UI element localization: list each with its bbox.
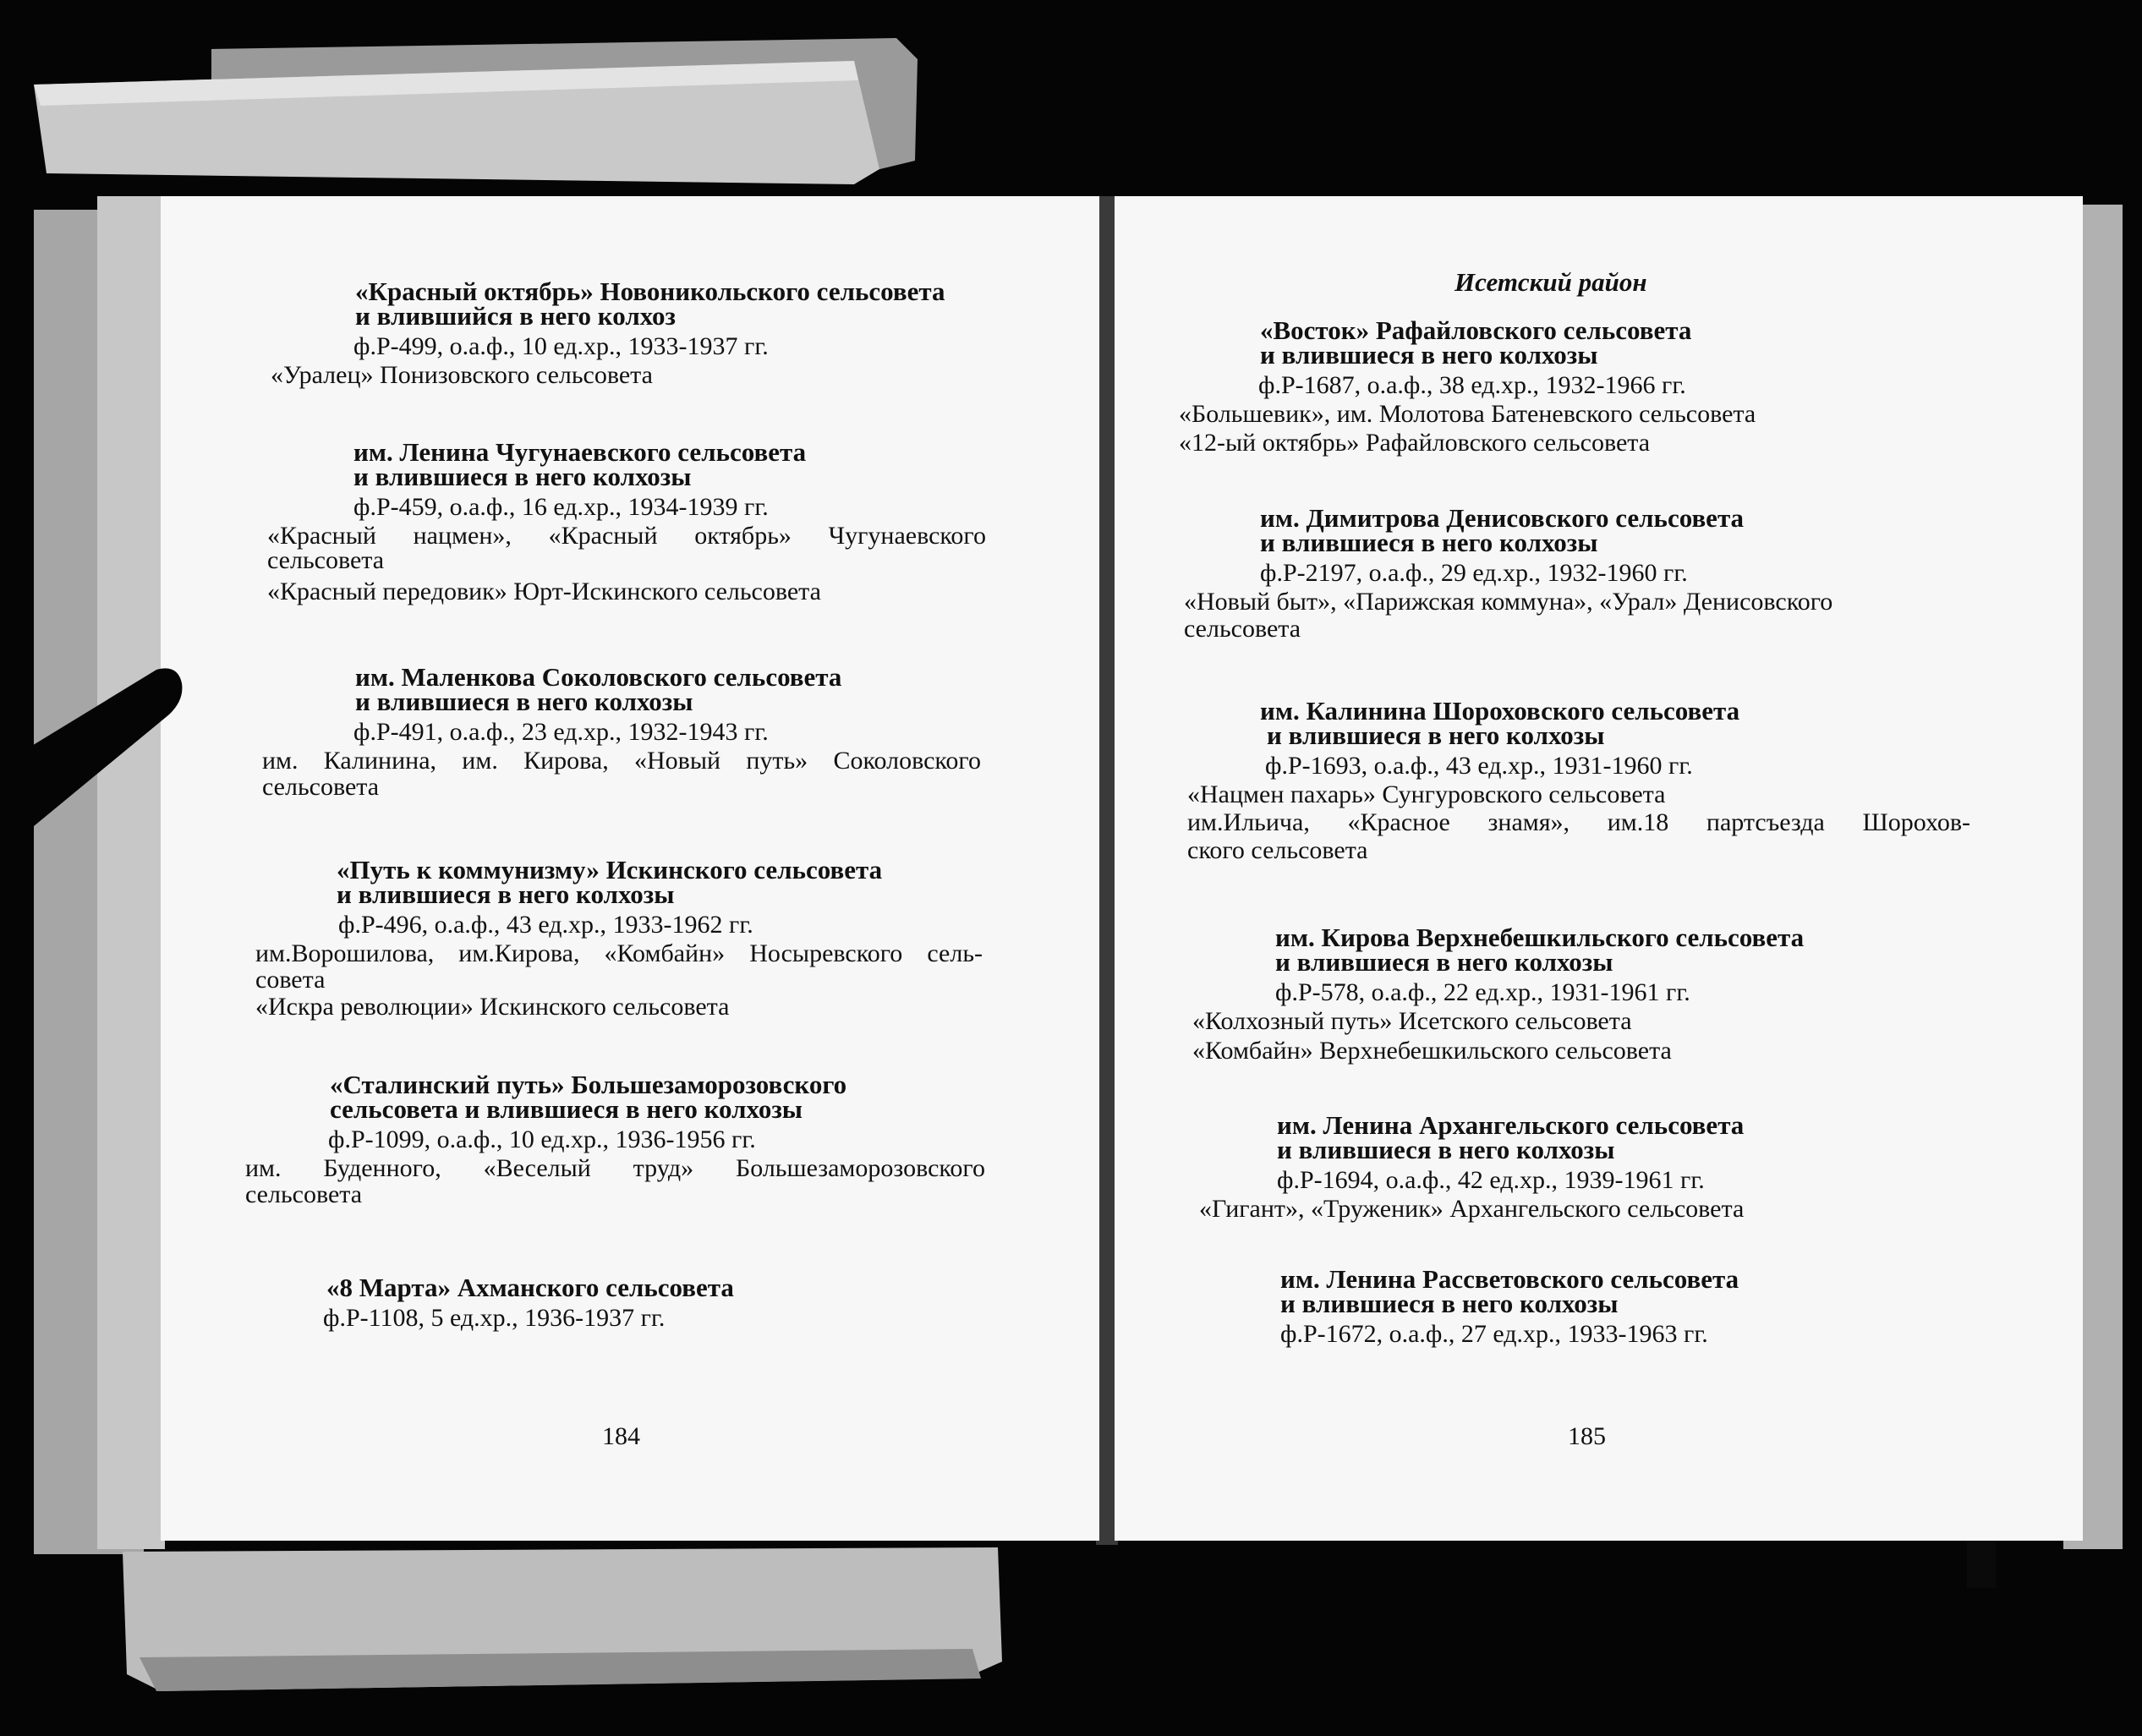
entry-heading: сельсовета и влившиеся в него колхозы bbox=[330, 1094, 803, 1124]
fund-reference: ф.Р-2197, о.а.ф., 29 ед.хр., 1932-1960 гг. bbox=[1260, 559, 1688, 587]
entry-note: «Новый быт», «Парижская коммуна», «Урал» Денисовского bbox=[1184, 588, 1833, 616]
entry-note: «Комбайн» Верхнебешкильского сельсовета bbox=[1192, 1037, 1672, 1065]
entry-heading: и влившиеся в него колхозы bbox=[355, 687, 693, 716]
entry-note: им.Ильича, «Красное знамя», им.18 партсъезда Шорохов- bbox=[1187, 808, 1970, 836]
entry-note: «Большевик», им. Молотова Батеневского сельсовета bbox=[1179, 400, 1756, 428]
entry-note: совета bbox=[255, 966, 326, 994]
entry-note: «12-ый октябрь» Рафайловского сельсовета bbox=[1179, 429, 1651, 457]
entry-note: «Красный нацмен», «Красный октябрь» Чугунаевского bbox=[267, 522, 986, 550]
running-head: Исетский район bbox=[1454, 267, 1647, 297]
fund-reference: ф.Р-499, о.а.ф., 10 ед.хр., 1933-1937 гг. bbox=[353, 332, 769, 360]
page-number: 184 bbox=[602, 1422, 640, 1450]
entry-note: «Красный передовик» Юрт-Искинского сельсовета bbox=[267, 578, 821, 605]
entry-heading: и влившийся в него колхоз bbox=[355, 301, 676, 331]
entry-note: ского сельсовета bbox=[1187, 836, 1368, 864]
entry-heading: им. Ленина Чугунаевского сельсовета bbox=[353, 437, 807, 467]
entry-note: «Искра революции» Искинского сельсовета bbox=[255, 993, 730, 1021]
entry-heading: им. Маленкова Соколовского сельсовета bbox=[355, 662, 842, 692]
page-number: 185 bbox=[1568, 1422, 1606, 1450]
entry-heading: «Красный октябрь» Новоникольского сельсовета bbox=[355, 277, 945, 306]
entry-note: сельсовета bbox=[267, 546, 385, 574]
entry-note: «Колхозный путь» Исетского сельсовета bbox=[1192, 1007, 1632, 1035]
fund-reference: ф.Р-1687, о.а.ф., 38 ед.хр., 1932-1966 гг. bbox=[1258, 371, 1686, 399]
fund-reference: ф.Р-1108, 5 ед.хр., 1936-1937 гг. bbox=[323, 1304, 666, 1332]
fund-reference: ф.Р-1693, о.а.ф., 43 ед.хр., 1931-1960 гг. bbox=[1265, 752, 1693, 780]
entry-heading: им. Димитрова Денисовского сельсовета bbox=[1260, 503, 1745, 533]
entry-heading: и влившиеся в него колхозы bbox=[1260, 340, 1598, 370]
entry-note: им.Ворошилова, им.Кирова, «Комбайн» Носыревского сель- bbox=[255, 939, 983, 967]
fund-reference: ф.Р-1694, о.а.ф., 42 ед.хр., 1939-1961 гг. bbox=[1277, 1166, 1705, 1194]
entry-heading: и влившиеся в него колхозы bbox=[353, 462, 692, 491]
fund-reference: ф.Р-459, о.а.ф., 16 ед.хр., 1934-1939 гг. bbox=[353, 493, 769, 521]
entry-heading: им. Кирова Верхнебешкильского сельсовета bbox=[1275, 923, 1805, 952]
entry-heading: «Сталинский путь» Большезаморозовского bbox=[330, 1070, 847, 1099]
entry-note: сельсовета bbox=[245, 1180, 363, 1208]
entry-heading: «8 Марта» Ахманского сельсовета bbox=[326, 1273, 734, 1302]
entry-note: сельсовета bbox=[262, 773, 380, 801]
entry-heading: «Путь к коммунизму» Искинского сельсовета bbox=[337, 855, 883, 884]
entry-heading: «Восток» Рафайловского сельсовета bbox=[1260, 315, 1692, 345]
entry-heading: и влившиеся в него колхозы bbox=[337, 879, 675, 909]
entry-note: «Уралец» Понизовского сельсовета bbox=[271, 361, 653, 389]
fund-reference: ф.Р-578, о.а.ф., 22 ед.хр., 1931-1961 гг. bbox=[1275, 978, 1690, 1006]
entry-heading: им. Ленина Рассветовского сельсовета bbox=[1280, 1264, 1739, 1294]
entry-note: «Гигант», «Труженик» Архангельского сельсовета bbox=[1199, 1195, 1745, 1223]
entry-heading: и влившиеся в него колхозы bbox=[1267, 720, 1605, 750]
entry-heading: и влившиеся в него колхозы bbox=[1275, 947, 1613, 977]
entry-heading: и влившиеся в него колхозы bbox=[1260, 528, 1598, 557]
fund-reference: ф.Р-1672, о.а.ф., 27 ед.хр., 1933-1963 гг. bbox=[1280, 1320, 1708, 1348]
entry-heading: им. Калинина Шороховского сельсовета bbox=[1260, 696, 1740, 726]
entry-note: сельсовета bbox=[1184, 615, 1301, 643]
fund-reference: ф.Р-1099, о.а.ф., 10 ед.хр., 1936-1956 гг. bbox=[328, 1125, 756, 1153]
entry-heading: им. Ленина Архангельского сельсовета bbox=[1277, 1110, 1745, 1140]
fund-reference: ф.Р-496, о.а.ф., 43 ед.хр., 1933-1962 гг. bbox=[338, 911, 753, 939]
entry-heading: и влившиеся в него колхозы bbox=[1280, 1289, 1619, 1318]
entry-note: им. Буденного, «Веселый труд» Большезаморозовского bbox=[245, 1154, 985, 1182]
entry-heading: и влившиеся в него колхозы bbox=[1277, 1135, 1615, 1164]
entry-note: им. Калинина, им. Кирова, «Новый путь» Соколовского bbox=[262, 747, 981, 775]
entry-note: «Нацмен пахарь» Сунгуровского сельсовета bbox=[1187, 780, 1666, 808]
fund-reference: ф.Р-491, о.а.ф., 23 ед.хр., 1932-1943 гг. bbox=[353, 718, 769, 746]
